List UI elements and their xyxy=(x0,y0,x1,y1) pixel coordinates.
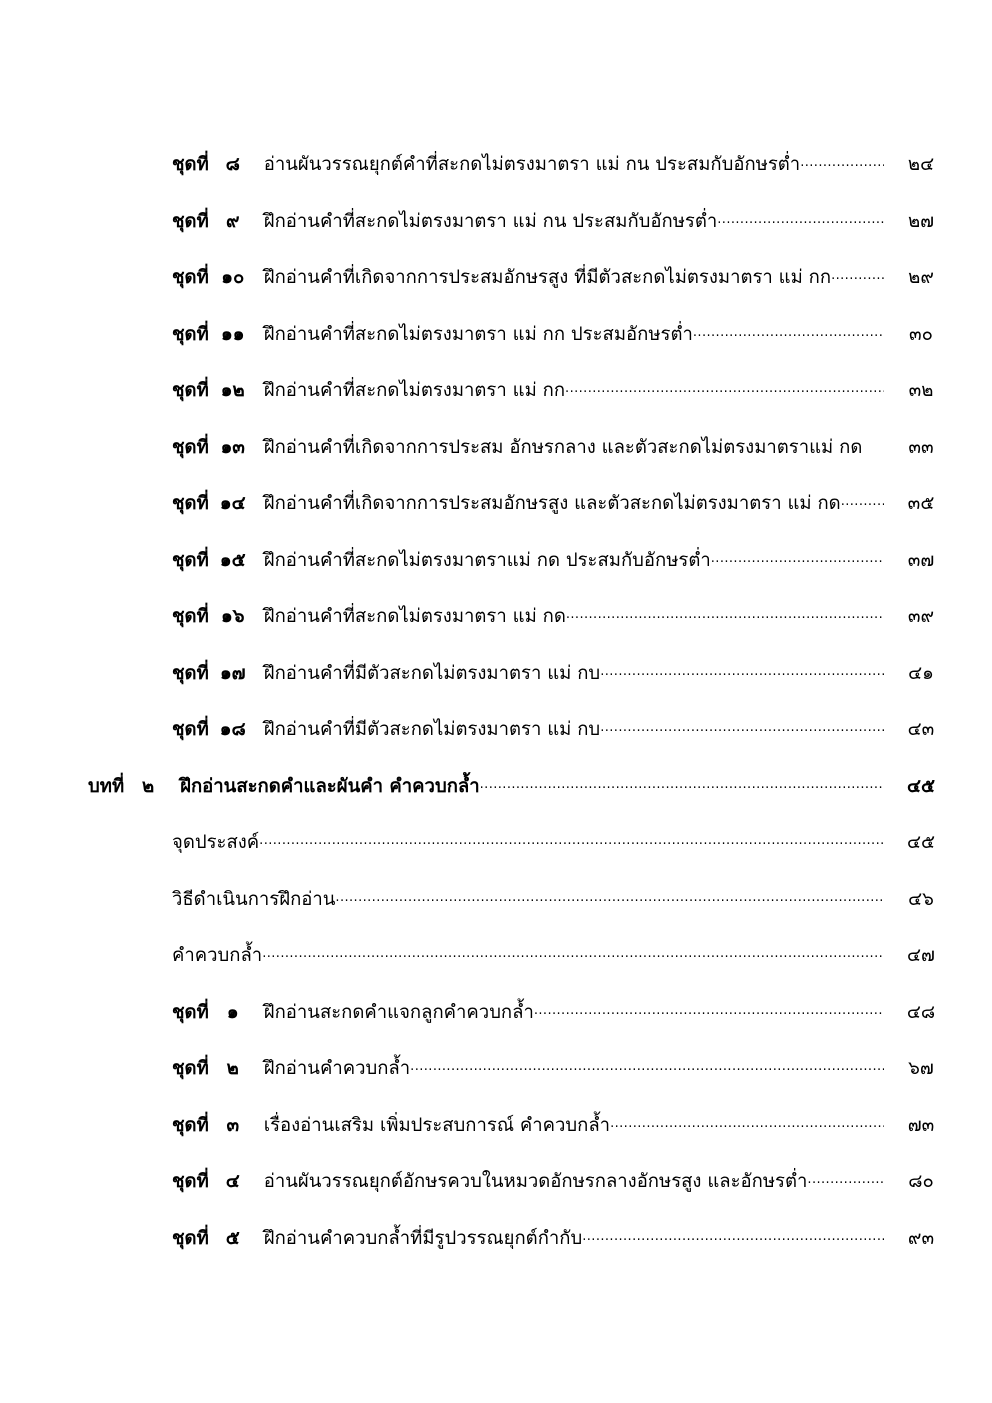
dot-leader xyxy=(534,1002,884,1018)
toc-row[interactable] xyxy=(88,207,950,264)
toc-row-title[interactable]: คำควบกล้ำ xyxy=(172,945,263,966)
toc-page-number[interactable]: ๔๑ xyxy=(908,662,934,684)
toc-row-title[interactable]: วิธีดำเนินการฝึกอ่าน xyxy=(172,888,336,910)
toc-row-number: ๑๕ xyxy=(219,549,246,571)
dot-leader xyxy=(862,437,884,453)
toc-row-label: ชุดที่ xyxy=(172,267,209,288)
toc-row-number: ๑๑ xyxy=(221,323,245,345)
toc-row-title[interactable]: ฝึกอ่านคำที่สะกดไม่ตรงมาตรา แม่ กก xyxy=(263,380,566,401)
toc-row-label: ชุดที่ xyxy=(172,1001,209,1023)
toc-page-number[interactable]: ๗๓ xyxy=(907,1114,935,1136)
toc-page-number[interactable]: ๔๕ xyxy=(906,832,935,853)
toc-row-title[interactable]: เรื่องอ่านเสริม เพิ่มประสบการณ์ คำควบกล้ำ xyxy=(263,1114,611,1136)
toc-row[interactable] xyxy=(88,772,950,829)
toc-row-label: ชุดที่ xyxy=(172,380,209,401)
toc-row-number: ๓ xyxy=(226,1114,240,1136)
toc-row-number: ๑๘ xyxy=(219,719,246,740)
toc-row-label: ชุดที่ xyxy=(172,1171,209,1192)
toc-page-number[interactable]: ๒๔ xyxy=(907,154,935,175)
toc-row-title[interactable]: ฝึกอ่านคำที่มีตัวสะกดไม่ตรงมาตรา แม่ กบ xyxy=(263,662,601,684)
toc-row-label: ชุดที่ xyxy=(172,323,209,345)
toc-page-number[interactable]: ๓๗ xyxy=(907,549,935,571)
toc-row[interactable] xyxy=(88,150,950,207)
dot-leader xyxy=(600,663,884,679)
toc-row-label: ชุดที่ xyxy=(172,154,209,175)
toc-row-number: ๔ xyxy=(225,1171,240,1192)
toc-row-title[interactable]: ฝึกอ่านคำที่มีตัวสะกดไม่ตรงมาตรา แม่ กบ xyxy=(263,719,601,740)
toc-row-label: ชุดที่ xyxy=(172,436,209,458)
toc-row[interactable] xyxy=(88,602,950,659)
toc-row-title[interactable]: ฝึกอ่านสะกดคำและผันคำ คำควบกล้ำ xyxy=(180,775,480,797)
toc-row-number: ๑๓ xyxy=(220,436,245,458)
toc-row-title[interactable]: จุดประสงค์ xyxy=(172,832,260,853)
dot-leader xyxy=(410,1058,884,1074)
dot-leader xyxy=(800,154,884,170)
toc-row[interactable] xyxy=(88,1111,950,1168)
toc-row-title[interactable]: อ่านผันวรรณยุกต์อักษรควบในหมวดอักษรกลางอักษรสูง และอักษรต่ำ xyxy=(263,1171,808,1192)
toc-page-number[interactable]: ๙๓ xyxy=(907,1227,935,1249)
toc-row[interactable] xyxy=(88,376,950,433)
dot-leader xyxy=(831,267,884,283)
toc-page-number[interactable]: ๒๗ xyxy=(907,210,935,232)
toc-page-number[interactable]: ๓๐ xyxy=(909,323,933,345)
toc-page-number[interactable]: ๔๓ xyxy=(907,719,935,740)
toc-row-label: ชุดที่ xyxy=(172,210,209,232)
toc-page-number[interactable]: ๔๖ xyxy=(908,888,934,910)
dot-leader xyxy=(262,945,884,961)
dot-leader xyxy=(259,832,884,848)
toc-row-label: ชุดที่ xyxy=(172,1227,209,1249)
toc-row-number: ๒ xyxy=(226,1058,239,1079)
toc-row[interactable] xyxy=(88,998,950,1055)
toc-row-title[interactable]: ฝึกอ่านคำที่เกิดจากการประสม อักษรกลาง และตัวสะกดไม่ตรงมาตราแม่ กด xyxy=(263,436,863,458)
toc-row-title[interactable]: ฝึกอ่านคำที่สะกดไม่ตรงมาตรา แม่ กก ประสมอักษรต่ำ xyxy=(263,323,693,345)
toc-page-number[interactable]: ๓๓ xyxy=(908,436,934,458)
dot-leader xyxy=(841,493,884,509)
toc-page-number[interactable]: ๔๗ xyxy=(907,945,935,966)
toc-row-label: ชุดที่ xyxy=(172,1114,209,1136)
toc-row-number: ๑ xyxy=(226,1001,239,1023)
toc-row-title[interactable]: ฝึกอ่านคำควบกล้ำ xyxy=(263,1058,411,1079)
toc-row-label: ชุดที่ xyxy=(172,1058,209,1079)
toc-row-title[interactable]: อ่านผันวรรณยุกต์คำที่สะกดไม่ตรงมาตรา แม่ กน ประสมกับอักษรต่ำ xyxy=(263,154,801,175)
dot-leader xyxy=(480,776,884,792)
toc-row[interactable] xyxy=(88,320,950,377)
toc-row[interactable] xyxy=(88,263,950,320)
toc-page-number[interactable]: ๒๙ xyxy=(908,267,934,288)
toc-row-number: ๕ xyxy=(225,1227,240,1249)
toc-row[interactable] xyxy=(88,1167,950,1224)
toc-row[interactable] xyxy=(88,659,950,716)
toc-row-number: ๑๖ xyxy=(221,606,245,627)
toc-row[interactable] xyxy=(88,1054,950,1111)
toc-row-title[interactable]: ฝึกอ่านคำควบกล้ำที่มีรูปวรรณยุกต์กำกับ xyxy=(263,1227,583,1249)
toc-row-number: ๑๒ xyxy=(220,380,245,401)
toc-row-label: ชุดที่ xyxy=(172,549,209,571)
dot-leader xyxy=(807,1171,884,1187)
toc-row-number: ๘ xyxy=(225,154,240,175)
toc-page-number[interactable]: ๓๒ xyxy=(908,380,934,401)
dot-leader xyxy=(582,1228,884,1244)
toc-page-number[interactable]: ๔๘ xyxy=(906,1001,936,1023)
toc-row-label: ชุดที่ xyxy=(172,719,209,740)
dot-leader xyxy=(610,1115,884,1131)
toc-row-label: ชุดที่ xyxy=(172,662,209,684)
toc-row-number: ๑๔ xyxy=(219,493,246,514)
dot-leader xyxy=(566,606,884,622)
toc-row-title[interactable]: ฝึกอ่านคำที่เกิดจากการประสมอักษรสูง และตัวสะกดไม่ตรงมาตรา แม่ กด xyxy=(263,493,841,514)
toc-page-number[interactable]: ๓๙ xyxy=(907,606,935,627)
dot-leader xyxy=(711,550,884,566)
toc-page-number[interactable]: ๔๕ xyxy=(906,775,935,797)
toc-row[interactable] xyxy=(88,546,950,603)
toc-row-title[interactable]: ฝึกอ่านสะกดคำแจกลูกคำควบกล้ำ xyxy=(263,1001,534,1023)
toc-row-number: ๙ xyxy=(225,210,240,232)
dot-leader xyxy=(600,719,884,735)
toc-row[interactable] xyxy=(88,941,950,998)
toc-row-number: ๒ xyxy=(142,775,155,797)
toc-row-label: ชุดที่ xyxy=(172,493,209,514)
dot-leader xyxy=(693,324,884,340)
toc-row[interactable] xyxy=(88,489,950,546)
toc-row-title[interactable]: ฝึกอ่านคำที่สะกดไม่ตรงมาตราแม่ กด ประสมกับอักษรต่ำ xyxy=(263,549,711,571)
toc-row[interactable] xyxy=(88,885,950,942)
toc-page-number[interactable]: ๖๗ xyxy=(908,1058,934,1079)
toc-row-number: ๑๗ xyxy=(219,662,246,684)
toc-row-label: บทที่ xyxy=(88,775,125,797)
toc-row-label: ชุดที่ xyxy=(172,606,209,627)
dot-leader xyxy=(335,889,884,905)
toc-row[interactable] xyxy=(88,433,950,490)
toc-page-number[interactable]: ๓๕ xyxy=(907,493,935,514)
toc-row-number: ๑๐ xyxy=(221,267,245,288)
table-of-contents xyxy=(88,150,950,1280)
dot-leader xyxy=(717,211,884,227)
toc-row[interactable] xyxy=(88,828,950,885)
toc-row-title[interactable]: ฝึกอ่านคำที่สะกดไม่ตรงมาตรา แม่ กด xyxy=(263,606,566,627)
toc-row-title[interactable]: ฝึกอ่านคำที่เกิดจากการประสมอักษรสูง ที่มีตัวสะกดไม่ตรงมาตรา แม่ กก xyxy=(263,267,832,288)
toc-row[interactable] xyxy=(88,1224,950,1281)
dot-leader xyxy=(565,380,884,396)
toc-row-title[interactable]: ฝึกอ่านคำที่สะกดไม่ตรงมาตรา แม่ กน ประสมกับอักษรต่ำ xyxy=(263,210,718,232)
toc-row[interactable] xyxy=(88,715,950,772)
toc-page-number[interactable]: ๘๐ xyxy=(908,1171,934,1192)
